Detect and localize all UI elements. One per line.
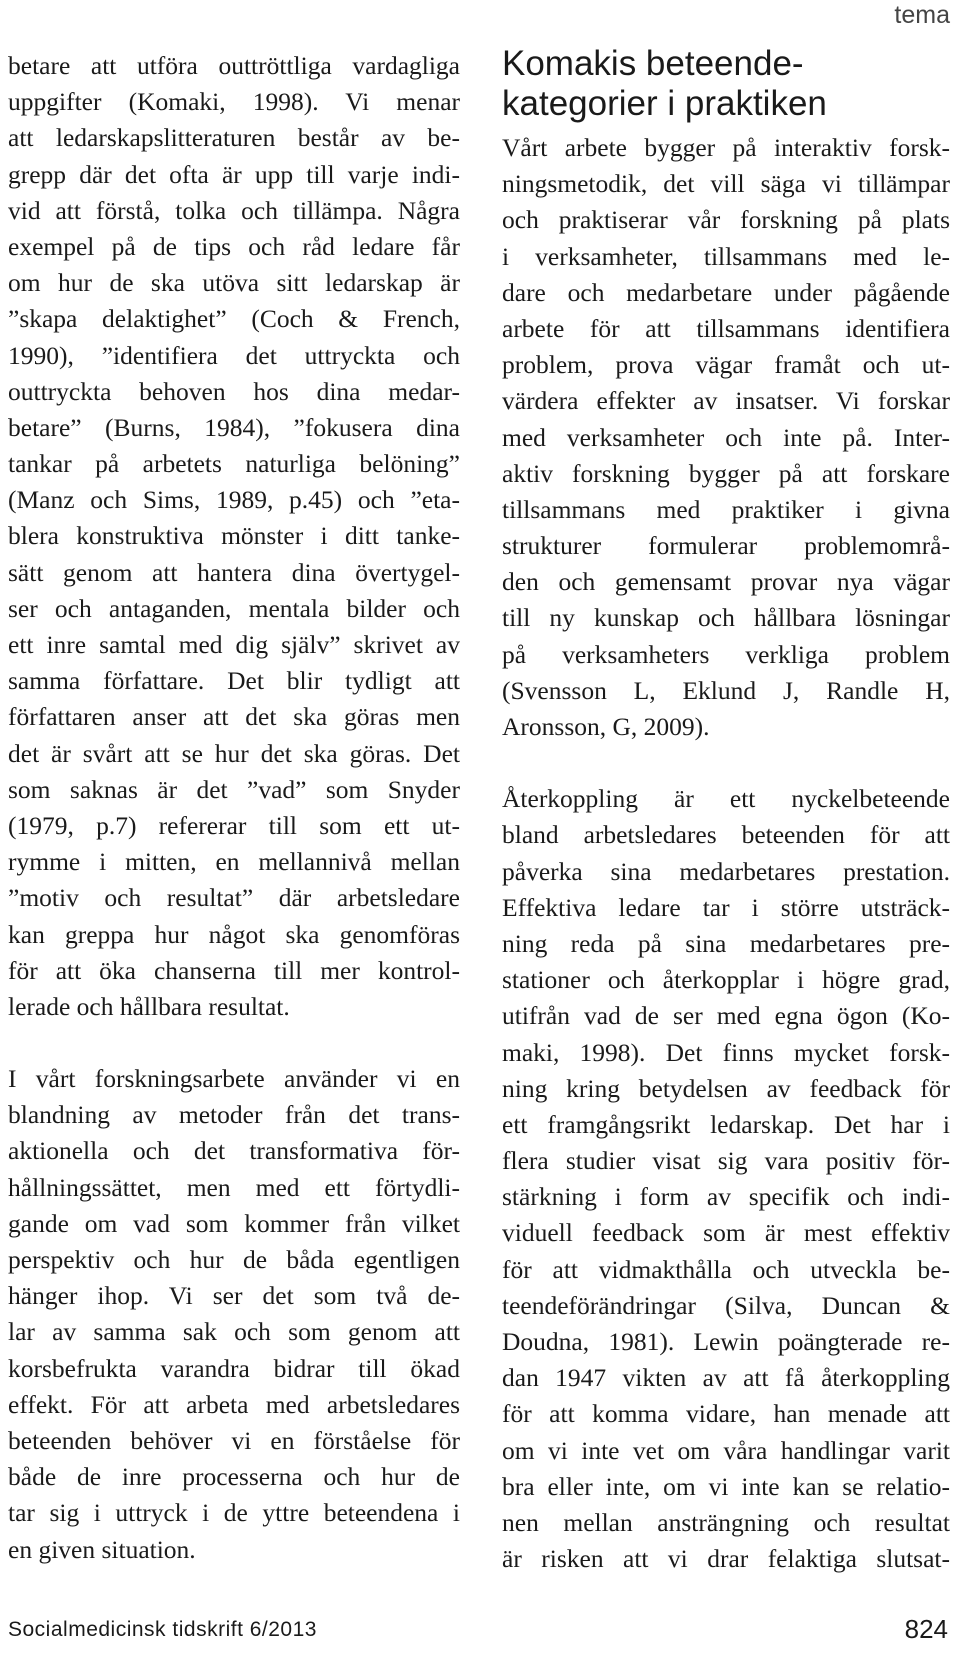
text-line: blandning av metoder från det trans- [8, 1100, 460, 1130]
text-line: på verksamheters verkliga problem [502, 639, 950, 669]
text-line: ning kring betydelsen av feedback för [502, 1073, 950, 1103]
text-line: grepp där det ofta är upp till varje indi- [8, 159, 460, 189]
left-column [8, 48, 460, 1568]
left-paragraph-1 [8, 48, 460, 1025]
text-line: hållningssättet, men med ett förtydli- [8, 1172, 460, 1202]
text-line: Aronsson, G, 2009). [502, 712, 710, 741]
section-heading-line: kategorier i praktiken [502, 84, 827, 123]
text-line: Återkoppling är ett nyckelbeteende [502, 784, 950, 814]
text-line: bland arbetsledares beteenden för att [502, 820, 950, 850]
journal-name: Socialmedicinsk tidskrift 6/2013 [8, 1618, 317, 1641]
text-line: (1979, p.7) refererar till som ett ut- [8, 810, 460, 840]
text-line: att ledarskapslitteraturen består av be- [8, 123, 460, 153]
section-heading [502, 44, 950, 124]
text-line: lar av samma sak och som genom att [8, 1317, 460, 1347]
text-line: både de inre processerna och hur de [8, 1462, 460, 1492]
text-line: tankar på arbetets naturliga belöning” [8, 449, 460, 479]
text-line: tar sig i uttryck i de yttre beteendena i [8, 1498, 460, 1528]
text-line: ser och antaganden, mentala bilder och [8, 593, 460, 623]
text-line: lerade och hållbara resultat. [8, 991, 290, 1021]
text-line: exempel på de tips och råd ledare får [8, 231, 460, 261]
text-line: stärkning i form av specifik och indi- [502, 1182, 950, 1212]
left-paragraph-2 [8, 1061, 460, 1568]
text-line: teendeförändringar (Silva, Duncan & [502, 1290, 950, 1320]
text-line: nen mellan ansträngning och resultat [502, 1507, 950, 1537]
text-line: för att öka chanserna till mer kontrol- [8, 955, 460, 985]
text-line: vid att förstå, tolka och tillämpa. Några [8, 195, 460, 225]
text-line: med verksamheter och inte på. Inter- [502, 422, 950, 452]
text-line: för att vidmakthålla och utveckla be- [502, 1254, 950, 1284]
text-line: och praktiserar vår forskning på plats [502, 205, 950, 235]
text-line: aktiv forskning bygger på att forskare [502, 458, 950, 488]
text-line: rymme i mitten, en mellannivå mellan [8, 847, 460, 877]
text-line: flera studier visat sig vara positiv för- [502, 1146, 950, 1176]
right-paragraph-1 [502, 130, 950, 745]
text-line: sätt genom att hantera dina övertygel- [8, 557, 460, 587]
text-line: hänger ihop. Vi ser det som två de- [8, 1281, 460, 1311]
text-line: författaren anser att det ska göras men [8, 702, 460, 732]
text-line: bra eller inte, om vi inte kan se relatio- [502, 1471, 950, 1501]
text-line: en given situation. [8, 1534, 196, 1564]
text-line: korsbefrukta varandra bidrar till ökad [8, 1353, 460, 1383]
text-line: den och gemensamt provar nya vägar [502, 567, 950, 597]
text-line: värdera effekter av insatser. Vi forskar [502, 386, 950, 416]
text-line: outtryckta behoven hos dina medar- [8, 376, 460, 406]
text-line: tillsammans med praktiker i givna [502, 494, 950, 524]
text-line: I vårt forskningsarbete använder vi en [8, 1064, 460, 1094]
text-line: om hur de ska utöva sitt ledarskap är [8, 268, 460, 298]
text-line: uppgifter (Komaki, 1998). Vi menar [8, 87, 460, 117]
right-paragraph-2 [502, 781, 950, 1577]
text-line: (Svensson L, Eklund J, Randle H, [502, 675, 950, 705]
text-line: ning reda på sina medarbetares pre- [502, 928, 950, 958]
text-line: dare och medarbetare under pågående [502, 277, 950, 307]
text-line: ett framgångsrikt ledarskap. Det har i [502, 1109, 950, 1139]
text-line: effekt. För att arbeta med arbetsledares [8, 1389, 460, 1419]
text-line: är risken att vi drar felaktiga slutsat- [502, 1544, 950, 1574]
page-number: 824 [904, 1614, 948, 1644]
section-heading-line: Komakis beteende- [502, 44, 804, 83]
text-line: strukturer formulerar problemområ- [502, 531, 950, 561]
text-line: det är svårt att se hur det ska göras. Det [8, 738, 460, 768]
text-line: aktionella och det transformativa för- [8, 1136, 460, 1166]
text-line: (Manz och Sims, 1989, p.45) och ”eta- [8, 485, 460, 515]
text-line: till ny kunskap och hållbara lösningar [502, 603, 950, 633]
text-line: ningsmetodik, det vill säga vi tillämpar [502, 169, 950, 199]
text-line: Vårt arbete bygger på interaktiv forsk- [502, 133, 950, 162]
text-line: stationer och återkopplar i högre grad, [502, 965, 950, 995]
text-line: utifrån vad de ser med egna ögon (Ko- [502, 1001, 950, 1031]
section-tag: tema [894, 1, 950, 29]
text-line: maki, 1998). Det finns mycket forsk- [502, 1037, 950, 1067]
text-line: perspektiv och hur de båda egentligen [8, 1245, 460, 1274]
text-line: samma författare. Det blir tydligt att [8, 666, 460, 696]
text-line: Effektiva ledare tar i större utsträck- [502, 892, 950, 922]
text-line: beteenden behöver vi en förståelse för [8, 1425, 460, 1455]
text-line: arbete för att tillsammans identifiera [502, 313, 950, 343]
text-line: ”skapa delaktighet” (Coch & French, [8, 304, 460, 334]
text-line: ”motiv och resultat” där arbetsledare [8, 883, 460, 913]
text-line: för att komma vidare, han menade att [502, 1399, 950, 1429]
text-line: Doudna, 1981). Lewin poängterade re- [502, 1327, 950, 1356]
text-line: ett inre samtal med dig själv” skrivet av [8, 630, 460, 659]
text-line: blera konstruktiva mönster i ditt tanke- [8, 521, 460, 551]
text-line: viduell feedback som är mest effektiv [502, 1218, 950, 1248]
text-line: som saknas är det ”vad” som Snyder [8, 774, 460, 804]
text-line: i verksamheter, tillsammans med le- [502, 241, 950, 271]
text-line: om vi inte vet om våra handlingar varit [502, 1435, 950, 1465]
text-line: betare att utföra outtröttliga vardagliga [8, 51, 460, 80]
right-column [502, 44, 950, 1577]
text-line: dan 1947 vikten av att få återkoppling [502, 1363, 950, 1393]
text-line: problem, prova vägar framåt och ut- [502, 350, 950, 380]
text-line: påverka sina medarbetares prestation. [502, 856, 950, 886]
text-line: gande om vad som kommer från vilket [8, 1208, 460, 1238]
text-line: kan greppa hur något ska genomföras [8, 919, 460, 949]
text-line: 1990), ”identifiera det uttryckta och [8, 340, 460, 370]
text-line: betare” (Burns, 1984), ”fokusera dina [8, 412, 460, 442]
